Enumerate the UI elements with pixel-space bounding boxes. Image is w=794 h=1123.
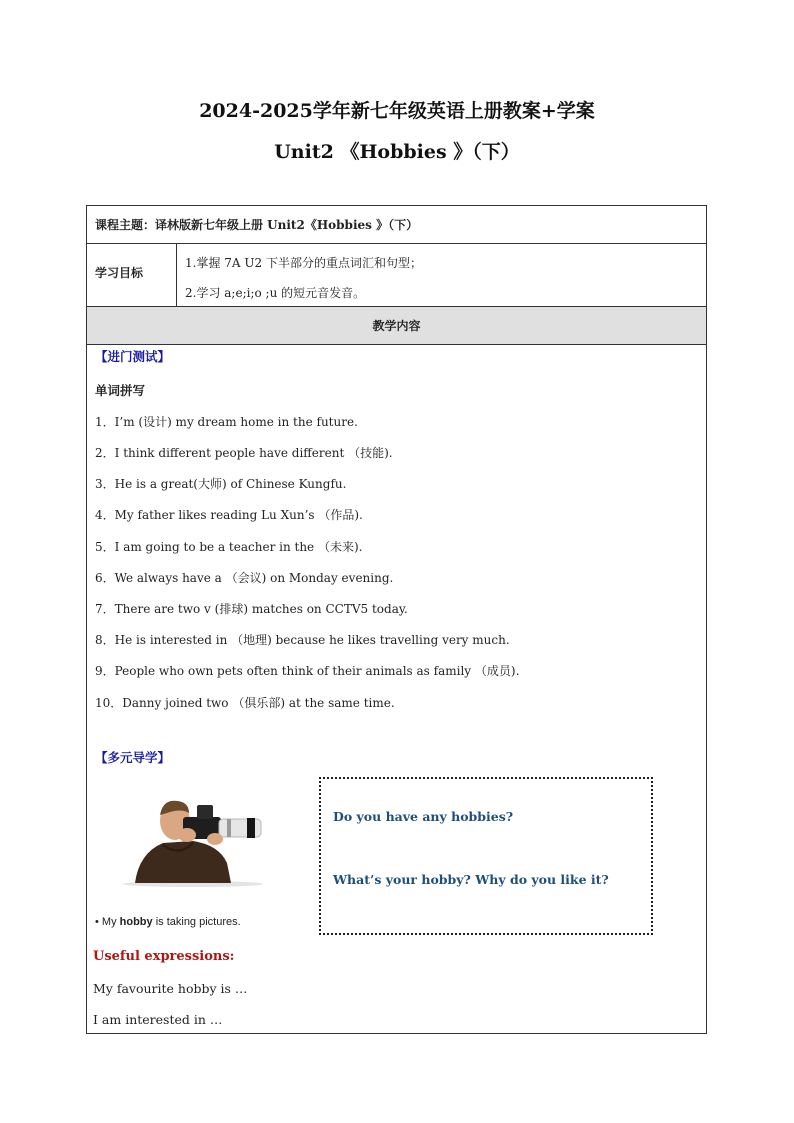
section-subheading: 单词拼写 bbox=[95, 383, 146, 398]
list-item: 10．Danny joined two （俱乐部) at the same time. bbox=[95, 696, 395, 710]
document-subtitle: Unit2 《Hobbies 》（下） bbox=[274, 141, 520, 163]
goal-label: 学习目标 bbox=[95, 266, 144, 280]
goal-item: 1.掌握 7A U2 下半部分的重点词汇和句型； bbox=[185, 256, 422, 270]
section-heading-test: 【进门测试】 bbox=[95, 349, 171, 364]
list-item: 8．He is interested in （地理) because he likes travelling very much. bbox=[95, 633, 510, 647]
list-item: 3．He is a great(大师) of Chinese Kungfu. bbox=[95, 477, 347, 491]
photo-caption bbox=[95, 916, 241, 928]
topic-text: 课程主题：译林版新七年级上册 Unit2《Hobbies 》（下） bbox=[95, 218, 419, 232]
expression-item: I am interested in … bbox=[93, 1012, 223, 1027]
list-item: 9．People who own pets often think of their animals as family （成员). bbox=[95, 664, 520, 678]
document-title: 2024-2025学年新七年级英语上册教案+学案 bbox=[199, 100, 595, 122]
content-header: 教学内容 bbox=[372, 319, 421, 333]
caption-suffix: is taking pictures. bbox=[152, 916, 241, 928]
list-item: 4．My father likes reading Lu Xun’s （作品). bbox=[95, 508, 363, 522]
list-item: 2．I think different people have different （技能). bbox=[95, 446, 393, 460]
list-item: 5．I am going to be a teacher in the （未来). bbox=[95, 540, 363, 554]
goal-row bbox=[87, 244, 706, 307]
caption-prefix: • My bbox=[95, 916, 120, 928]
question-2: What’s your hobby? Why do you like it? bbox=[333, 872, 609, 887]
list-item: 6．We always have a （会议) on Monday evening. bbox=[95, 571, 394, 585]
content-header-row bbox=[87, 307, 706, 345]
topic-row bbox=[87, 206, 706, 244]
question-1: Do you have any hobbies? bbox=[333, 809, 514, 824]
goal-label-cell bbox=[87, 244, 177, 306]
useful-expressions-title: Useful expressions: bbox=[93, 949, 235, 964]
goal-item: 2.学习 a;e;i;o ;u 的短元音发音。 bbox=[185, 286, 366, 300]
photographer-image bbox=[123, 791, 269, 887]
question-box bbox=[319, 777, 653, 935]
expression-item: My favourite hobby is … bbox=[93, 981, 248, 996]
list-item: 1．I’m (设计) my dream home in the future. bbox=[95, 415, 358, 429]
list-item: 7．There are two v (排球) matches on CCTV5 today. bbox=[95, 602, 408, 616]
lesson-table bbox=[86, 205, 707, 1034]
section-heading-guide: 【多元导学】 bbox=[95, 750, 171, 765]
caption-bold: hobby bbox=[119, 916, 153, 928]
